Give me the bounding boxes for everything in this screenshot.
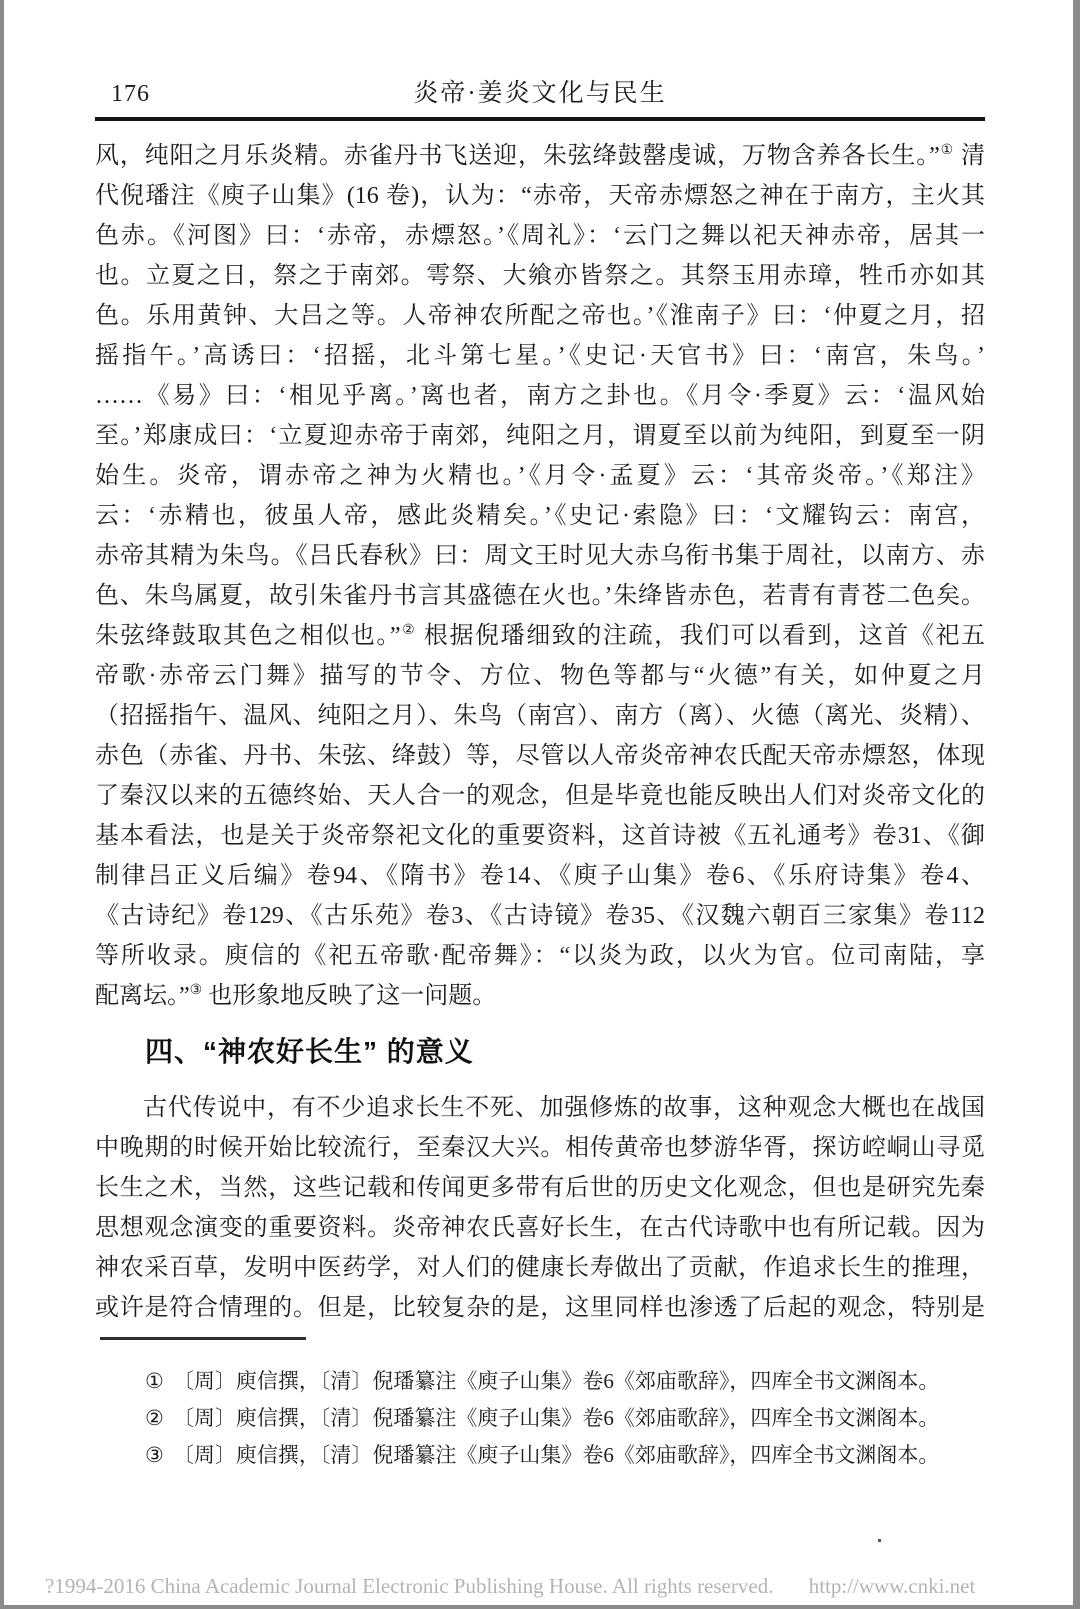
text-line: 赤帝其精为朱鸟。《吕氏春秋》曰：周文王时见大赤乌衔书集于周社，以南方、赤 xyxy=(95,543,985,569)
scan-speck xyxy=(878,1539,881,1542)
text-line: 或许是符合情理的。但是，比较复杂的是，这里同样也渗透了后起的观念，特别是 xyxy=(95,1295,985,1321)
text-line: 色赤。《河图》曰：‘赤帝，赤熛怒。’《周礼》：‘云门之舞以祀天神赤帝，居其一 xyxy=(95,223,985,249)
page-header xyxy=(95,80,985,108)
footnote-2 xyxy=(145,1400,985,1437)
text-line: 思想观念演变的重要资料。炎帝神农氏喜好长生，在古代诗歌中也有所记载。因为 xyxy=(95,1215,985,1241)
text-line: 等所收录。庾信的《祀五帝歌·配帝舞》：“以炎为政，以火为官。位司南陆，享 xyxy=(95,943,985,969)
cnki-footer xyxy=(45,1572,1045,1600)
footnote-1-text: 〔周〕庾信撰，〔清〕倪璠纂注《庾子山集》卷6《郊庙歌辞》，四库全书文渊阁本。 xyxy=(172,1369,940,1393)
text-line: 了秦汉以来的五德终始、天人合一的观念，但是毕竟也能反映出人们对炎帝文化的 xyxy=(95,783,985,809)
text-line: 神农采百草，发明中医药学，对人们的健康长寿做出了贡献，作追求长生的推理， xyxy=(95,1255,985,1281)
footnote-2-text: 〔周〕庾信撰，〔清〕倪璠纂注《庾子山集》卷6《郊庙歌辞》，四库全书文渊阁本。 xyxy=(172,1406,940,1430)
page-number: 176 xyxy=(111,81,150,107)
running-title: 炎帝·姜炎文化与民生 xyxy=(413,80,667,107)
text-line: 古代传说中，有不少追求长生不死、加强修炼的故事，这种观念大概也在战国 xyxy=(143,1095,985,1121)
paragraph-citation-analysis xyxy=(95,136,985,1016)
text-line: 帝歌·赤帝云门舞》描写的节令、方位、物色等都与“火德”有关，如仲夏之月 xyxy=(95,663,985,689)
scan-edge-left xyxy=(0,0,4,1609)
text-line: 至。’郑康成曰：‘立夏迎赤帝于南郊，纯阳之月，谓夏至以前为纯阳，到夏至一阴 xyxy=(95,423,985,449)
copyright-text: ?1994-2016 China Academic Journal Electronic Publishing House. All rights reserved. xyxy=(45,1574,774,1598)
text-line: 朱弦绛鼓取其色之相似也。”② 根据倪璠细致的注疏，我们可以看到，这首《祀五 xyxy=(95,623,985,649)
footnote-3-text: 〔周〕庾信撰，〔清〕倪璠纂注《庾子山集》卷6《郊庙歌辞》，四库全书文渊阁本。 xyxy=(172,1443,940,1467)
footnote-3 xyxy=(145,1437,985,1474)
footnote-divider xyxy=(100,1337,306,1340)
scan-edge-right xyxy=(1073,0,1080,1609)
footnote-3-marker: ③ xyxy=(145,1443,164,1467)
text-line: 代倪璠注《庾子山集》(16 卷)，认为：“赤帝，天帝赤熛怒之神在于南方，主火其 xyxy=(95,183,985,209)
text-line: 摇指午。’高诱曰：‘招摇，北斗第七星。’《史记·天官书》曰：‘南宫，朱鸟。’ xyxy=(95,343,985,369)
text-line: 色。乐用黄钟、大吕之等。人帝神农所配之帝也。’《淮南子》曰：‘仲夏之月，招 xyxy=(95,303,985,329)
footnote-1 xyxy=(145,1363,985,1400)
text-line: 始生。炎帝，谓赤帝之神为火精也。’《月令·孟夏》云：‘其帝炎帝。’《郑注》 xyxy=(95,463,985,489)
footnote-1-marker: ① xyxy=(145,1369,164,1393)
footnotes-block xyxy=(95,1363,985,1474)
text-line: 长生之术，当然，这些记载和传闻更多带有后世的历史文化观念，但也是研究先秦 xyxy=(95,1175,985,1201)
header-rule xyxy=(95,117,985,121)
text-line: 色、朱鸟属夏，故引朱雀丹书言其盛德在火也。’朱绛皆赤色，若青有青苍二色矣。 xyxy=(95,583,985,609)
text-line: 云：‘赤精也，彼虽人帝，感此炎精矣。’《史记·索隐》曰：‘文耀钩云：南宫， xyxy=(95,503,985,529)
text-line: 制律吕正义后编》卷94、《隋书》卷14、《庾子山集》卷6、《乐府诗集》卷4、 xyxy=(95,863,985,889)
text-line: ……《易》曰：‘相见乎离。’离也者，南方之卦也。《月令·季夏》云：‘温风始 xyxy=(95,383,985,409)
paragraph-shennong-longevity xyxy=(95,1088,985,1328)
text-line: 配离坛。”③ 也形象地反映了这一问题。 xyxy=(95,983,497,1009)
scan-edge-bottom xyxy=(0,1605,1080,1609)
text-line: 中晚期的时候开始比较流行，至秦汉大兴。相传黄帝也梦游华胥，探访崆峒山寻觅 xyxy=(95,1135,985,1161)
text-line: 风，纯阳之月乐炎精。赤雀丹书飞送迎，朱弦绛鼓罄虔诚，万物含养各长生。”① 清 xyxy=(95,143,985,169)
section-heading: 四、“神农好长生” 的意义 xyxy=(145,1036,474,1067)
text-line: 《古诗纪》卷129、《古乐苑》卷3、《古诗镜》卷35、《汉魏六朝百三家集》卷112 xyxy=(95,903,985,929)
footnote-2-marker: ② xyxy=(145,1406,164,1430)
text-line: 也。立夏之日，祭之于南郊。雩祭、大飨亦皆祭之。其祭玉用赤璋，牲币亦如其 xyxy=(95,263,985,289)
page-body xyxy=(95,136,985,1328)
cnki-url: http://www.cnki.net xyxy=(808,1574,976,1598)
text-line: 基本看法，也是关于炎帝祭祀文化的重要资料，这首诗被《五礼通考》卷31、《御 xyxy=(95,823,985,849)
text-line: 赤色（赤雀、丹书、朱弦、绛鼓）等，尽管以人帝炎帝神农氏配天帝赤熛怒，体现 xyxy=(95,743,985,769)
text-line: （招摇指午、温风、纯阳之月）、朱鸟（南宫）、南方（离）、火德（离光、炎精）、 xyxy=(95,703,985,729)
